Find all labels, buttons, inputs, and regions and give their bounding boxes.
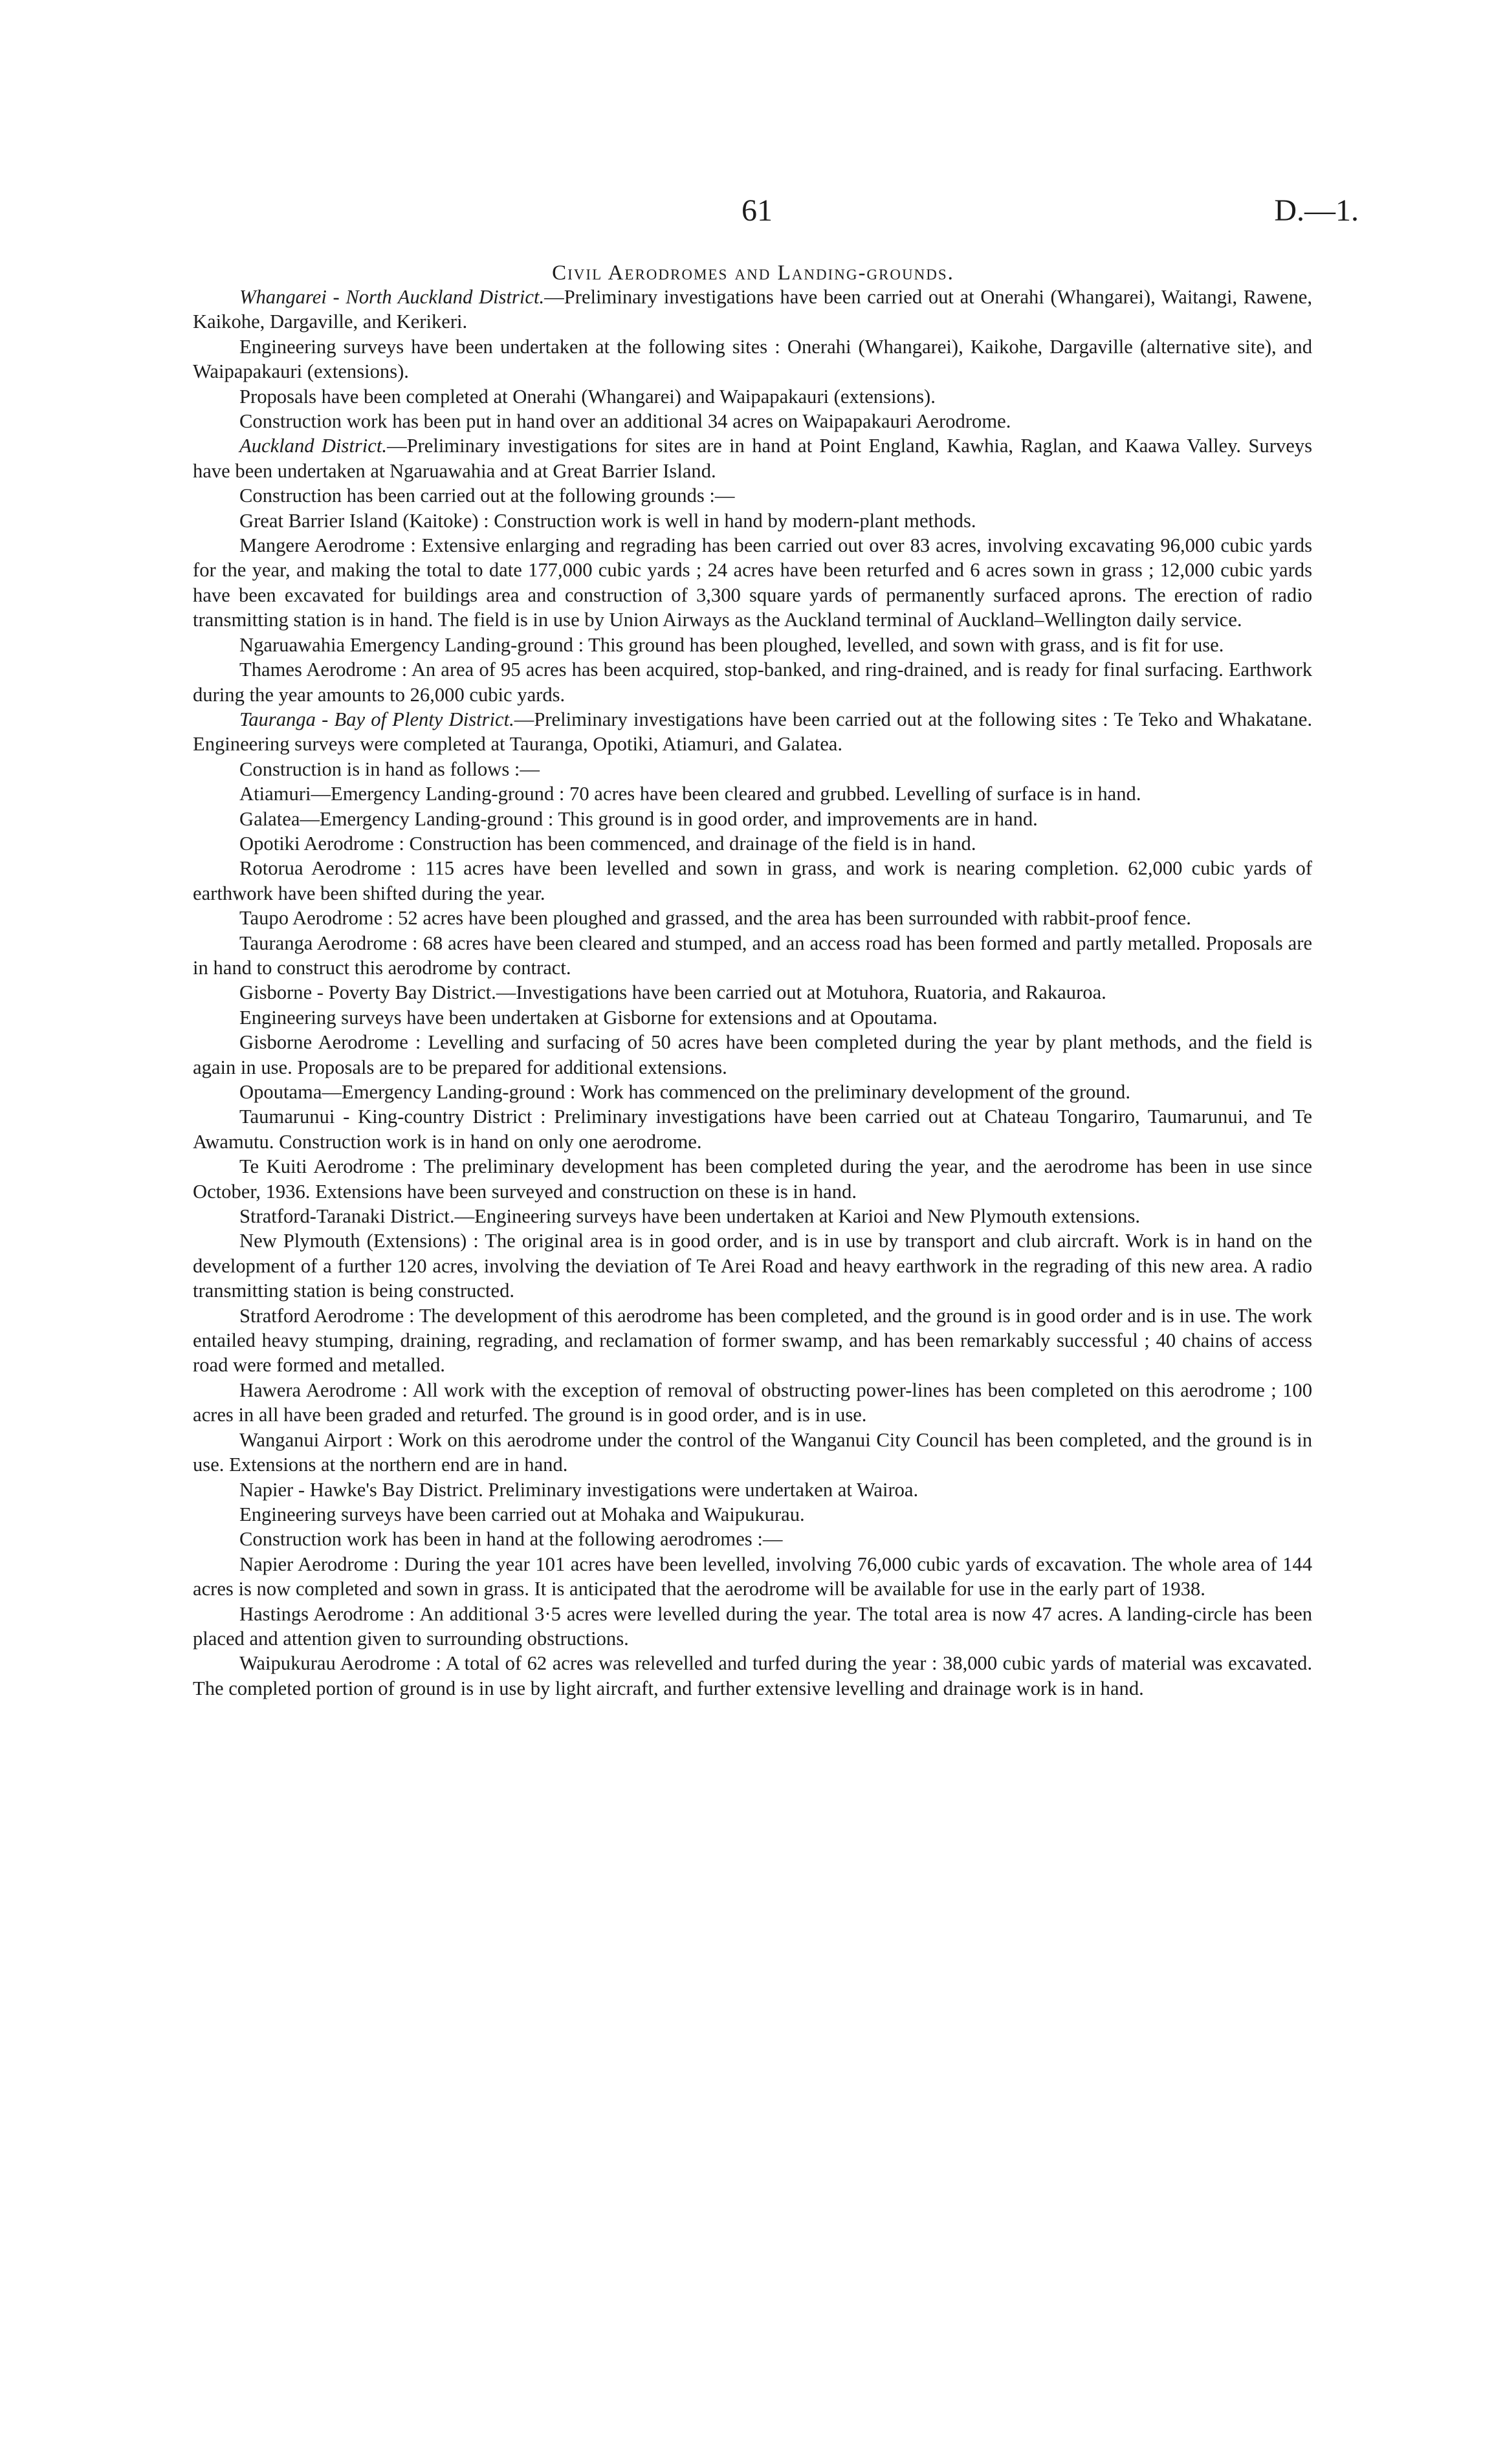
paragraph-text: Atiamuri—Emergency Landing-ground : 70 acres have been cleared and grubbed. Levelling of surface is in hand. <box>239 783 1141 805</box>
paragraph <box>193 831 1312 856</box>
district-heading: Tauranga - Bay of Plenty District. <box>239 708 514 730</box>
page-number: 61 <box>742 193 773 228</box>
paragraph-text: Hastings Aerodrome : An additional 3·5 acres were levelled during the year. The total area is now 47 acres. A landing-circle has been placed and attention given to surrounding obstructions. <box>193 1602 1312 1650</box>
paragraph-text: Waipukurau Aerodrome : A total of 62 acres was relevelled and turfed during the year : 38,000 cubic yards of material was excavated. The completed portion of ground is in use by light aircraft, and further extensive levelling and drainage work is in hand. <box>193 1652 1312 1699</box>
paragraph-text: Napier - Hawke's Bay District. Preliminary investigations were undertaken at Wairoa. <box>239 1478 919 1501</box>
paragraph <box>193 384 1312 409</box>
paragraph-text: Stratford-Taranaki District.—Engineering surveys have been undertaken at Karioi and New Plymouth extensions. <box>239 1205 1141 1228</box>
paragraph <box>193 1527 1312 1551</box>
paragraph-text: Proposals have been completed at Onerahi (Whangarei) and Waipapakauri (extensions). <box>239 385 936 408</box>
paragraph-text: —Preliminary investigations have been carried out at the following sites : Te Teko and Whakatane. Engineering surveys were completed at Tauranga, Opotiki, Atiamuri, and Galatea. <box>193 708 1312 756</box>
paragraph <box>193 433 1312 483</box>
paragraph-text: Gisborne - Poverty Bay District.—Investigations have been carried out at Motuhora, Ruatoria, and Rakauroa. <box>239 981 1106 1004</box>
paragraph <box>193 781 1312 806</box>
paragraph <box>193 285 1312 334</box>
paragraph <box>193 1552 1312 1602</box>
paragraph-text: Ngaruawahia Emergency Landing-ground : This ground has been ploughed, levelled, and sown with grass, and is fit for use. <box>239 633 1224 656</box>
paragraph <box>193 1228 1312 1303</box>
district-heading: Whangarei - North Auckland District. <box>239 286 545 308</box>
paragraph-text: —Preliminary investigations have been carried out at Onerahi (Whangarei), Waitangi, Rawene, Kaikohe, Dargaville, and Kerikeri. <box>193 286 1312 333</box>
paragraph <box>193 1030 1312 1080</box>
paragraph <box>193 1602 1312 1652</box>
paragraph-text: Thames Aerodrome : An area of 95 acres has been acquired, stop-banked, and ring-drained, and is ready for final surfacing. Earthwork during the year amounts to 26,000 cubic yards. <box>193 659 1312 706</box>
paragraph-text: Taupo Aerodrome : 52 acres have been ploughed and grassed, and the area has been surrounded with rabbit-proof fence. <box>239 907 1191 930</box>
paragraph <box>193 856 1312 906</box>
paragraph-text: Construction work has been put in hand over an additional 34 acres on Waipapakauri Aerodrome. <box>239 410 1011 433</box>
paragraph <box>193 1080 1312 1104</box>
paragraph <box>193 1303 1312 1378</box>
district-heading: Auckland District. <box>239 435 387 457</box>
paragraph <box>193 409 1312 433</box>
paragraph-text: Construction has been carried out at the following grounds :— <box>239 485 735 507</box>
paragraph-text: Engineering surveys have been undertaken at Gisborne for extensions and at Opoutama. <box>239 1006 938 1029</box>
paragraph-text: Mangere Aerodrome : Extensive enlarging and regrading has been carried out over 83 acres, involving excavating 96,000 cubic yards for the year, and making the total to date 177,000 cubic yards ; 24 acres have been returfed and 6 acres sown in grass ; 12,000 cubic yards have been excavated for buildings area and construction of 3,300 square yards of permanently surfaced aprons. The erection of radio transmitting station is in hand. The field is in use by Union Airways as the Auckland terminal of Auckland–Wellington daily service. <box>193 534 1312 631</box>
report-body <box>193 285 1312 1701</box>
paragraph-text: Opoutama—Emergency Landing-ground : Work has commenced on the preliminary development of the ground. <box>239 1081 1131 1103</box>
paragraph <box>193 1154 1312 1204</box>
paragraph <box>193 633 1312 657</box>
paragraph-text: Engineering surveys have been undertaken at the following sites : Onerahi (Whangarei), Kaikohe, Dargaville (alternative site), and Waipapakauri (extensions). <box>193 335 1312 383</box>
paragraph-text: New Plymouth (Extensions) : The original area is in good order, and is in use by transport and club aircraft. Work is in hand on the development of a further 120 acres, involving the deviation of Te Arei Road and heavy earthwork in the regrading of this new area. A radio transmitting station is being constructed. <box>193 1230 1312 1302</box>
paragraph <box>193 1502 1312 1527</box>
paragraph-text: Napier Aerodrome : During the year 101 acres have been levelled, involving 76,000 cubic yards of excavation. The whole area of 144 acres is now completed and sown in grass. It is anticipated that the aerodrome will be available for use in the early part of 1938. <box>193 1553 1312 1600</box>
paragraph <box>193 906 1312 930</box>
paragraph <box>193 334 1312 384</box>
paragraph <box>193 707 1312 757</box>
paragraph <box>193 1428 1312 1477</box>
paragraph <box>193 508 1312 533</box>
paragraph <box>193 1104 1312 1154</box>
paragraph-text: Tauranga Aerodrome : 68 acres have been cleared and stumped, and an access road has been formed and partly metalled. Proposals are in hand to construct this aerodrome by contract. <box>193 932 1312 979</box>
paragraph <box>193 980 1312 1005</box>
paragraph-text: Gisborne Aerodrome : Levelling and surfacing of 50 acres have been completed during the year by plant methods, and the field is again in use. Proposals are to be prepared for additional extensions. <box>193 1031 1312 1078</box>
paragraph-text: Taumarunui - King-country District : Preliminary investigations have been carried out at Chateau Tongariro, Taumarunui, and Te Awamutu. Construction work is in hand on only one aerodrome. <box>193 1106 1312 1153</box>
paragraph <box>193 1204 1312 1228</box>
paragraph <box>193 1005 1312 1030</box>
paragraph-text: Opotiki Aerodrome : Construction has been commenced, and drainage of the field is in hand. <box>239 832 976 855</box>
paragraph <box>193 931 1312 981</box>
paragraph-text: Hawera Aerodrome : All work with the exception of removal of obstructing power-lines has been completed on this aerodrome ; 100 acres in all have been graded and returfed. The ground is in good order, and is in use. <box>193 1379 1312 1426</box>
paragraph <box>193 757 1312 781</box>
paragraph <box>193 1477 1312 1502</box>
paragraph <box>193 1378 1312 1428</box>
paragraph <box>193 533 1312 633</box>
paragraph-text: Engineering surveys have been carried out at Mohaka and Waipukurau. <box>239 1503 805 1525</box>
paragraph-text: Rotorua Aerodrome : 115 acres have been levelled and sown in grass, and work is nearing completion. 62,000 cubic yards of earthwork have been shifted during the year. <box>193 857 1312 904</box>
paragraph-text: Te Kuiti Aerodrome : The preliminary development has been completed during the year, and the aerodrome has been in use since October, 1936. Extensions have been surveyed and construction on these is in hand. <box>193 1155 1312 1203</box>
document-reference: D.—1. <box>1274 193 1359 228</box>
paragraph <box>193 657 1312 707</box>
paragraph <box>193 807 1312 831</box>
paragraph-text: —Preliminary investigations for sites are in hand at Point England, Kawhia, Raglan, and Kaawa Valley. Surveys have been undertaken at Ngaruawahia and at Great Barrier Island. <box>193 435 1312 482</box>
paragraph-text: Construction is in hand as follows :— <box>239 758 540 780</box>
paragraph-text: Stratford Aerodrome : The development of this aerodrome has been completed, and the ground is in good order and is in use. The work entailed heavy stumping, draining, regrading, and reclamation of former swamp, and has been remarkably successful ; 40 chains of access road were formed and metalled. <box>193 1304 1312 1377</box>
paragraph-text: Galatea—Emergency Landing-ground : This ground is in good order, and improvements are in hand. <box>239 807 1038 830</box>
paragraph <box>193 483 1312 508</box>
section-title: Civil Aerodromes and Landing-grounds. <box>552 261 954 285</box>
paragraph-text: Wanganui Airport : Work on this aerodrome under the control of the Wanganui City Council has been completed, and the ground is in use. Extensions at the northern end are in hand. <box>193 1428 1312 1476</box>
paragraph-text: Great Barrier Island (Kaitoke) : Construction work is well in hand by modern-plant methods. <box>239 509 976 532</box>
paragraph <box>193 1651 1312 1701</box>
paragraph-text: Construction work has been in hand at the following aerodromes :— <box>239 1528 783 1551</box>
